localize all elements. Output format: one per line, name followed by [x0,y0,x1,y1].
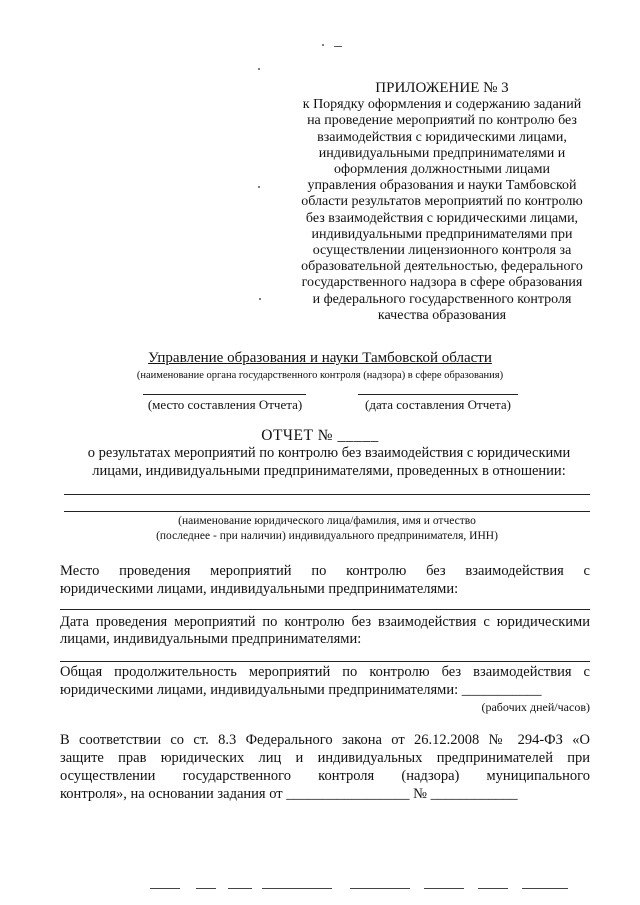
cut-off-line [478,888,508,889]
entity-caption: (наименование юридического лица/фамилия, имя и отчество [178,515,476,527]
appendix-line: области результатов мероприятий по контролю [301,194,583,210]
appendix-line: индивидуальными предпринимателями при [311,226,573,242]
appendix-line: индивидуальными предпринимателями и [318,145,566,161]
appendix-line: к Порядку оформления и содержанию заданий [302,97,582,113]
appendix-line: оформления должностными лицами [334,162,550,178]
date-line [358,394,518,395]
appendix-block [282,80,602,324]
cut-off-line [350,888,410,889]
place-section-rule [60,609,590,610]
cut-off-line [522,888,568,889]
appendix-heading: ПРИЛОЖЕНИЕ № 3 [375,80,509,96]
scan-speck [259,298,261,300]
basis-line: защите прав юридических лиц и индивидуальных предпринимателей при [60,750,590,766]
appendix-line: осуществлении лицензионного контроля за [312,243,572,259]
report-intro-line: о результатах мероприятий по контролю без взаимодействия с юридическими [87,445,571,461]
appendix-line: государственного надзора в сфере образования [301,275,583,291]
cut-off-line [150,888,180,889]
basis-line: контроля», на основании задания от _________________ № ____________ [60,786,518,802]
cut-off-line [196,888,216,889]
appendix-line: взаимодействия с юридическими лицами, [317,129,567,145]
place-line [143,394,306,395]
scan-speck [322,44,324,46]
appendix-line: и федерального государственного контроля [312,291,572,307]
entity-line [64,511,590,512]
organ-caption: (наименование органа государственного контроля (надзора) в сфере образования) [136,370,504,381]
place-section-line: юридическими лицами, индивидуальными предпринимателями: [60,581,459,597]
appendix-line: на проведение мероприятий по контролю без [307,113,577,129]
duration-line: юридическими лицами, индивидуальными предпринимателями: ___________ [60,682,542,698]
place-section-line: Место проведения мероприятий по контролю без взаимодействия с [60,563,590,579]
basis-line: В соответствии со ст. 8.3 Федерального закона от 26.12.2008 № 294-ФЗ «О [60,732,590,748]
cut-off-line [262,888,332,889]
date-section-line: лицами, индивидуальными предпринимателями: [60,631,362,647]
scan-speck [258,186,260,188]
entity-line [64,494,590,495]
duration-line: Общая продолжительность мероприятий по контролю без взаимодействия с [60,664,590,680]
appendix-line: без взаимодействия с юридическими лицами, [305,210,579,226]
duration-unit: (рабочих дней/часов) [481,700,590,714]
cut-off-line [424,888,464,889]
report-intro-line: лицами, индивидуальными предпринимателями, проведенных в отношении: [92,463,566,479]
entity-caption: (последнее - при наличии) индивидуального предпринимателя, ИНН) [156,530,498,542]
appendix-line: управления образования и науки Тамбовской [307,178,577,194]
appendix-line: качества образования [377,307,507,323]
date-section-line: Дата проведения мероприятий по контролю без взаимодействия с юридическими [60,614,590,630]
basis-line: осуществлении государственного контроля (надзора) муниципального [60,768,590,784]
cut-off-line [228,888,252,889]
place-label: (место составления Отчета) [147,397,303,412]
appendix-line: образовательной деятельностью, федерального [301,259,583,275]
date-section-rule [60,661,590,662]
organ-name: Управление образования и науки Тамбовской области [148,350,492,366]
scan-speck [334,46,342,47]
date-label: (дата составления Отчета) [365,397,511,412]
report-title: ОТЧЕТ № _____ [261,427,379,444]
scan-speck [258,68,260,70]
